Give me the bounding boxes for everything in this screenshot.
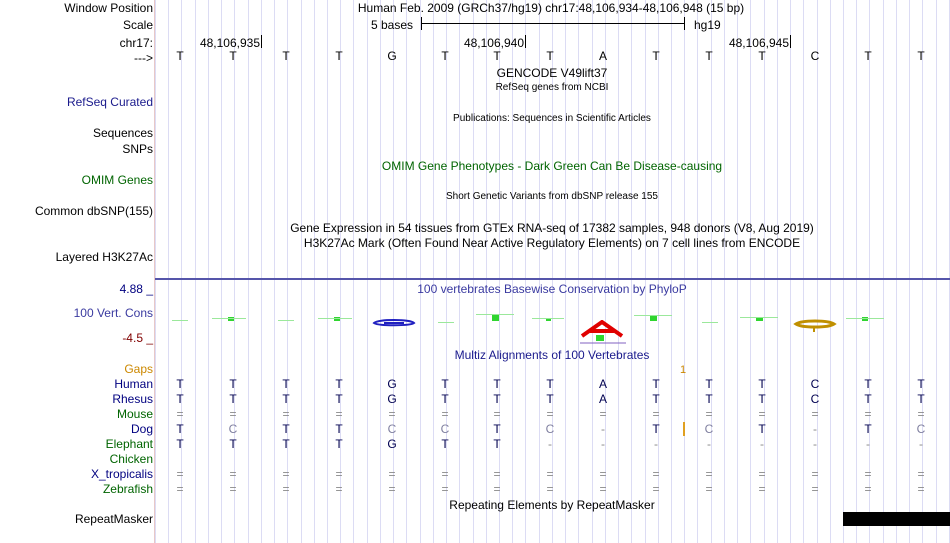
species-base: = bbox=[917, 482, 925, 496]
species-base: T bbox=[282, 377, 290, 391]
species-base: = bbox=[546, 467, 554, 481]
species-base: = bbox=[335, 482, 343, 496]
track-group-divider bbox=[155, 278, 950, 280]
grid-line bbox=[406, 0, 407, 543]
species-base: G bbox=[387, 437, 397, 451]
species-base: = bbox=[388, 467, 396, 481]
species-base: = bbox=[705, 467, 713, 481]
coord-tick-1 bbox=[261, 35, 262, 48]
species-base: = bbox=[388, 482, 396, 496]
grid-line bbox=[301, 0, 302, 543]
species-base: T bbox=[758, 377, 766, 391]
reference-bases bbox=[0, 49, 950, 63]
species-base: T bbox=[335, 392, 343, 406]
species-base: T bbox=[176, 392, 184, 406]
repeatmasker-label[interactable]: RepeatMasker bbox=[74, 512, 153, 526]
grid-line bbox=[803, 0, 804, 543]
cons-min-label: -4.5 _ bbox=[122, 331, 153, 345]
c-logo-glyph bbox=[792, 318, 838, 334]
scale-label: Scale bbox=[122, 18, 153, 32]
species-base: T bbox=[705, 377, 713, 391]
species-base: T bbox=[493, 437, 501, 451]
species-base: - bbox=[601, 422, 605, 436]
species-base: T bbox=[917, 392, 925, 406]
species-base: T bbox=[493, 377, 501, 391]
reference-base: C bbox=[810, 49, 820, 63]
species-base: = bbox=[917, 407, 925, 421]
grid-line bbox=[473, 0, 474, 543]
species-base: - bbox=[654, 437, 658, 451]
species-base: - bbox=[707, 437, 711, 451]
species-base: T bbox=[282, 422, 290, 436]
window-position-value[interactable]: Human Feb. 2009 (GRCh37/hg19) chr17:48,106,934-48,106,948 (15 bp) bbox=[357, 1, 745, 15]
grid-line bbox=[393, 0, 394, 543]
species-base: C bbox=[440, 422, 450, 436]
reference-base: T bbox=[176, 49, 184, 63]
grid-line bbox=[155, 0, 156, 543]
vert-cons-label[interactable]: 100 Vert. Cons bbox=[73, 306, 153, 320]
species-base: C bbox=[228, 422, 238, 436]
species-label[interactable]: Elephant bbox=[105, 437, 153, 451]
species-base: T bbox=[917, 377, 925, 391]
gaps-marker: 1 bbox=[680, 364, 687, 376]
grid-line bbox=[684, 0, 685, 543]
species-base: = bbox=[229, 467, 237, 481]
grid-line bbox=[764, 0, 765, 543]
reference-base: T bbox=[335, 49, 343, 63]
species-base: G bbox=[387, 392, 397, 406]
grid-line bbox=[658, 0, 659, 543]
species-base: T bbox=[441, 437, 449, 451]
species-base: T bbox=[493, 422, 501, 436]
species-base: = bbox=[229, 482, 237, 496]
species-base: = bbox=[705, 407, 713, 421]
species-label[interactable]: Dog bbox=[130, 422, 153, 436]
grid-line bbox=[446, 0, 447, 543]
species-base: = bbox=[441, 467, 449, 481]
species-base: = bbox=[705, 482, 713, 496]
reference-base: T bbox=[758, 49, 766, 63]
sequences-label[interactable]: Sequences bbox=[92, 126, 153, 140]
species-base: C bbox=[810, 392, 820, 406]
species-base: = bbox=[493, 407, 501, 421]
grid-line bbox=[234, 0, 235, 543]
grid-line bbox=[274, 0, 275, 543]
species-base: T bbox=[282, 392, 290, 406]
species-base: = bbox=[176, 467, 184, 481]
species-base: = bbox=[493, 482, 501, 496]
snps-label[interactable]: SNPs bbox=[122, 142, 153, 156]
species-base: = bbox=[758, 467, 766, 481]
grid-line bbox=[486, 0, 487, 543]
reference-base: T bbox=[229, 49, 237, 63]
species-base: - bbox=[919, 437, 923, 451]
species-base: = bbox=[493, 467, 501, 481]
grid-line bbox=[367, 0, 368, 543]
species-base: T bbox=[864, 377, 872, 391]
species-base: T bbox=[229, 377, 237, 391]
species-base: = bbox=[282, 467, 290, 481]
species-base: C bbox=[545, 422, 555, 436]
grid-line bbox=[645, 0, 646, 543]
species-base: = bbox=[758, 482, 766, 496]
gtex-track-title[interactable]: Gene Expression in 54 tissues from GTEx RNA-seq of 17382 samples, 948 donors (V8, Aug 2019) bbox=[290, 221, 814, 235]
grid-line bbox=[883, 0, 884, 543]
species-base: - bbox=[548, 437, 552, 451]
species-base: C bbox=[704, 422, 714, 436]
grid-line bbox=[711, 0, 712, 543]
coord-label-2: 48,106,940 bbox=[463, 36, 524, 50]
species-base: = bbox=[335, 407, 343, 421]
grid-line bbox=[248, 0, 249, 543]
grid-line bbox=[843, 0, 844, 543]
grid-line bbox=[327, 0, 328, 543]
species-base: = bbox=[917, 467, 925, 481]
species-base: - bbox=[813, 422, 817, 436]
reference-base: T bbox=[546, 49, 554, 63]
species-base: = bbox=[811, 467, 819, 481]
h3k27ac-label[interactable]: Layered H3K27Ac bbox=[55, 250, 153, 264]
species-label[interactable]: Zebrafish bbox=[102, 482, 153, 496]
reference-base: T bbox=[282, 49, 290, 63]
omim-track-title[interactable]: OMIM Gene Phenotypes - Dark Green Can Be Disease-causing bbox=[381, 159, 723, 173]
scale-bar-right-tick bbox=[684, 17, 685, 30]
species-base: = bbox=[811, 482, 819, 496]
species-base: = bbox=[546, 482, 554, 496]
grid-line bbox=[221, 0, 222, 543]
grid-line bbox=[314, 0, 315, 543]
species-base: - bbox=[760, 437, 764, 451]
phylop-track-title[interactable]: 100 vertebrates Basewise Conservation by PhyloP bbox=[417, 282, 687, 296]
species-base: - bbox=[813, 437, 817, 451]
species-base: C bbox=[387, 422, 397, 436]
species-base: C bbox=[916, 422, 926, 436]
species-base: T bbox=[335, 422, 343, 436]
dog-gap-marker bbox=[683, 422, 685, 436]
scale-bar bbox=[421, 23, 684, 24]
grid-line bbox=[618, 0, 619, 543]
cons-max-label: 4.88 _ bbox=[119, 282, 153, 296]
grid-line bbox=[936, 0, 937, 543]
species-base: T bbox=[864, 422, 872, 436]
species-base: = bbox=[546, 407, 554, 421]
repeatmasker-track-title[interactable]: Repeating Elements by RepeatMasker bbox=[449, 498, 655, 512]
species-base: T bbox=[652, 377, 660, 391]
species-base: A bbox=[598, 377, 607, 391]
species-base: T bbox=[335, 377, 343, 391]
grid-line bbox=[287, 0, 288, 543]
gaps-label[interactable]: Gaps bbox=[124, 362, 153, 376]
species-base: T bbox=[546, 377, 554, 391]
grid-line bbox=[631, 0, 632, 543]
grid-line bbox=[790, 0, 791, 543]
reference-base: T bbox=[864, 49, 872, 63]
omim-genes-label[interactable]: OMIM Genes bbox=[81, 173, 153, 187]
species-base: - bbox=[866, 437, 870, 451]
refseq-track-title[interactable]: RefSeq genes from NCBI bbox=[495, 82, 609, 93]
grid-line bbox=[817, 0, 818, 543]
species-base: T bbox=[441, 377, 449, 391]
grid-line bbox=[261, 0, 262, 543]
species-label[interactable]: X_tropicalis bbox=[90, 467, 153, 481]
species-base: = bbox=[599, 467, 607, 481]
grid-line bbox=[340, 0, 341, 543]
species-base: C bbox=[810, 377, 820, 391]
grid-line bbox=[433, 0, 434, 543]
coord-label-3: 48,106,945 bbox=[728, 36, 789, 50]
strand-label: ---> bbox=[134, 51, 153, 65]
reference-base: A bbox=[598, 49, 607, 63]
reference-base: T bbox=[917, 49, 925, 63]
species-base: = bbox=[229, 407, 237, 421]
species-base: T bbox=[229, 437, 237, 451]
species-base: G bbox=[387, 377, 397, 391]
grid-line bbox=[830, 0, 831, 543]
species-base: = bbox=[652, 467, 660, 481]
grid-line bbox=[697, 0, 698, 543]
grid-line bbox=[737, 0, 738, 543]
species-base: T bbox=[282, 437, 290, 451]
species-base: T bbox=[546, 392, 554, 406]
grid-line bbox=[896, 0, 897, 543]
reference-base: T bbox=[705, 49, 713, 63]
species-base: = bbox=[282, 482, 290, 496]
species-label[interactable]: Mouse bbox=[116, 407, 153, 421]
species-base: T bbox=[758, 392, 766, 406]
reference-base: G bbox=[387, 49, 397, 63]
grid-line bbox=[777, 0, 778, 543]
species-base: T bbox=[705, 392, 713, 406]
h3k27ac-track-title[interactable]: H3K27Ac Mark (Often Found Near Active Regulatory Elements) on 7 cell lines from ENCODE bbox=[303, 236, 801, 250]
species-base: = bbox=[864, 482, 872, 496]
species-base: - bbox=[601, 437, 605, 451]
species-base: = bbox=[599, 482, 607, 496]
species-base: T bbox=[758, 422, 766, 436]
refseq-curated-label[interactable]: RefSeq Curated bbox=[66, 95, 153, 109]
grid-line bbox=[671, 0, 672, 543]
species-base: T bbox=[176, 377, 184, 391]
species-base: = bbox=[176, 482, 184, 496]
species-base: = bbox=[864, 407, 872, 421]
chrom-label: chr17: bbox=[119, 36, 153, 50]
gencode-track-title[interactable]: GENCODE V49lift37 bbox=[496, 66, 608, 80]
species-base: T bbox=[335, 437, 343, 451]
window-position-label: Window Position bbox=[64, 1, 153, 15]
grid-line bbox=[750, 0, 751, 543]
grid-line bbox=[724, 0, 725, 543]
species-base: = bbox=[176, 407, 184, 421]
label-area-separator bbox=[154, 0, 155, 543]
multiz-track-title[interactable]: Multiz Alignments of 100 Vertebrates bbox=[454, 348, 650, 362]
publications-track-title[interactable]: Publications: Sequences in Scientific Articles bbox=[453, 113, 651, 124]
species-base: T bbox=[176, 437, 184, 451]
grid-line bbox=[181, 0, 182, 543]
grid-line bbox=[922, 0, 923, 543]
species-base: T bbox=[176, 422, 184, 436]
reference-base: T bbox=[652, 49, 660, 63]
grid-line bbox=[168, 0, 169, 543]
species-base: T bbox=[652, 392, 660, 406]
grid-line bbox=[195, 0, 196, 543]
species-base: = bbox=[652, 407, 660, 421]
reference-base: T bbox=[441, 49, 449, 63]
species-base: = bbox=[652, 482, 660, 496]
grid-line bbox=[856, 0, 857, 543]
species-base: = bbox=[811, 407, 819, 421]
species-base: = bbox=[599, 407, 607, 421]
grid-line bbox=[420, 0, 421, 543]
species-base: = bbox=[282, 407, 290, 421]
reference-base: T bbox=[493, 49, 501, 63]
a-logo-glyph bbox=[578, 320, 628, 348]
coord-tick-3 bbox=[790, 35, 791, 48]
species-base: T bbox=[441, 392, 449, 406]
species-base: = bbox=[864, 467, 872, 481]
grid-line bbox=[869, 0, 870, 543]
species-base: T bbox=[493, 392, 501, 406]
scale-assembly: hg19 bbox=[694, 18, 721, 32]
species-base: = bbox=[335, 467, 343, 481]
species-base: A bbox=[598, 392, 607, 406]
species-label[interactable]: Human bbox=[114, 377, 153, 391]
species-base: T bbox=[652, 422, 660, 436]
grid-line bbox=[909, 0, 910, 543]
coord-tick-2 bbox=[525, 35, 526, 48]
species-label[interactable]: Chicken bbox=[109, 452, 153, 466]
scale-text: 5 bases bbox=[371, 18, 414, 32]
coord-label-1: 48,106,935 bbox=[199, 36, 260, 50]
species-label[interactable]: Rhesus bbox=[112, 392, 153, 406]
species-base: = bbox=[758, 407, 766, 421]
grid-line bbox=[380, 0, 381, 543]
dbsnp-track-title[interactable]: Short Genetic Variants from dbSNP release 155 bbox=[446, 191, 658, 202]
species-base: T bbox=[864, 392, 872, 406]
species-base: T bbox=[229, 392, 237, 406]
g-logo-glyph bbox=[370, 318, 420, 328]
grid-line bbox=[459, 0, 460, 543]
dbsnp-label[interactable]: Common dbSNP(155) bbox=[34, 204, 153, 218]
species-base: = bbox=[388, 407, 396, 421]
grid-line bbox=[208, 0, 209, 543]
grid-line bbox=[353, 0, 354, 543]
species-base: = bbox=[441, 482, 449, 496]
species-base: = bbox=[441, 407, 449, 421]
repeat-element-block[interactable] bbox=[843, 512, 950, 526]
